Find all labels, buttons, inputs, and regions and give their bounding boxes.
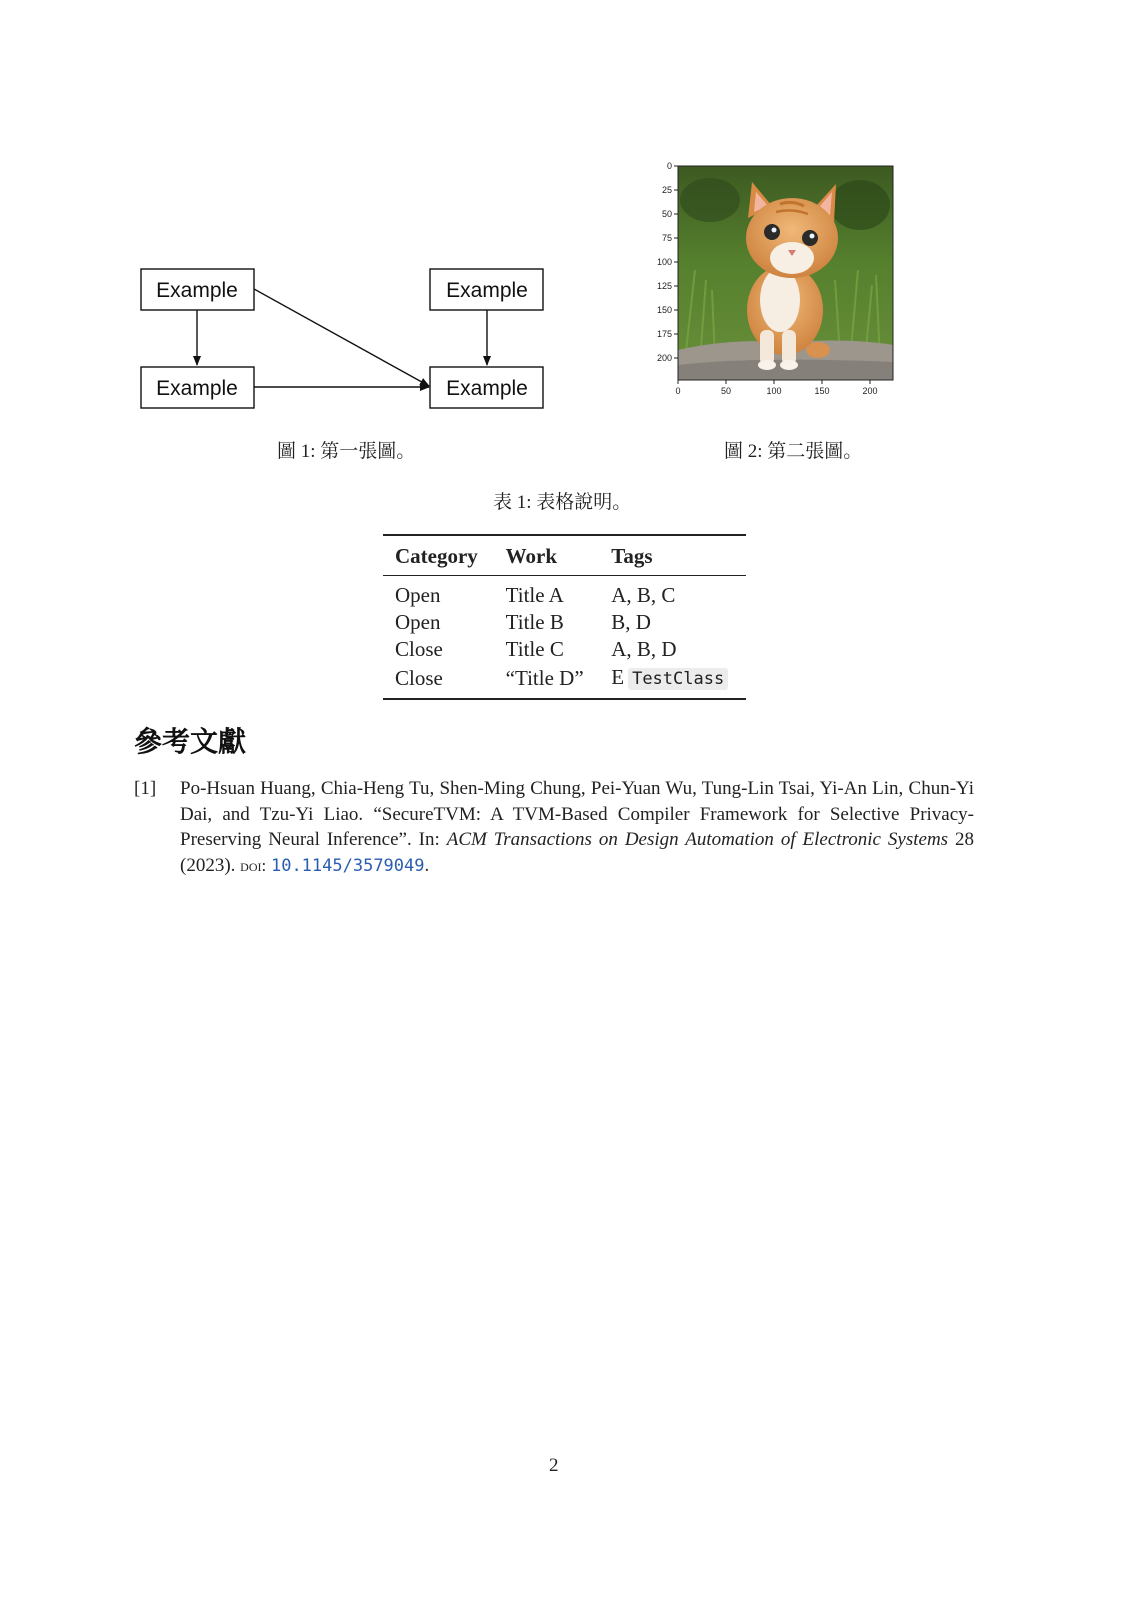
- node-label: Example: [446, 279, 528, 302]
- node-top-left: [141, 269, 254, 310]
- table-row: [383, 636, 746, 663]
- y-tick-label: 100: [656, 257, 672, 267]
- cell-tags: [599, 663, 746, 699]
- y-tick-label: 200: [656, 353, 672, 363]
- node-top-right: [430, 269, 543, 310]
- page-number: 2: [549, 1455, 559, 1476]
- cell-tags: [599, 576, 746, 610]
- cell-work: Title A: [505, 583, 564, 607]
- reference-tail: .: [424, 854, 430, 876]
- y-tick-label: 75: [661, 233, 672, 243]
- cell-category: Close: [395, 665, 443, 690]
- cell-category: Open: [395, 610, 441, 634]
- table-row: [383, 663, 746, 699]
- x-tick-label: 200: [862, 386, 878, 396]
- kitten-photo: [678, 166, 893, 380]
- tags-text: A, B, C: [611, 583, 676, 607]
- header-work: Work: [505, 543, 558, 568]
- y-tick-label: 25: [661, 185, 672, 195]
- table-container: [383, 534, 746, 700]
- reference-in-label: In:: [418, 829, 440, 850]
- kitten-image-plot: [640, 160, 910, 400]
- cell-work: “Title D”: [505, 665, 584, 690]
- references-heading: 參考文獻: [134, 727, 247, 758]
- y-axis: [657, 161, 678, 363]
- tags-text: B, D: [611, 610, 651, 634]
- x-tick-label: 100: [766, 386, 782, 396]
- cell-category: Open: [395, 583, 441, 607]
- reference-journal: ACM Transactions on Design Automation of Electronic Systems: [446, 829, 949, 850]
- doi-label: doi:: [240, 855, 267, 875]
- y-tick-label: 175: [656, 329, 672, 339]
- data-table: [383, 534, 746, 700]
- node-label: Example: [156, 279, 238, 302]
- x-axis: [675, 380, 877, 396]
- tags-text: A, B, D: [611, 637, 677, 661]
- table-row: [383, 609, 746, 636]
- reference-title: “SecureTVM: A TVM-Based Compiler Framework for Selective Privacy-Preserving Neural Inference”.: [180, 803, 975, 850]
- figure1-caption: 圖 1: 第一張圖。: [277, 441, 416, 462]
- reference-volume-year: 28 (2023).: [180, 829, 975, 876]
- diagram-figure: [140, 268, 550, 418]
- x-tick-label: 50: [720, 386, 732, 396]
- table-caption: 表 1: 表格說明。: [493, 492, 632, 513]
- node-bottom-left: [141, 367, 254, 408]
- reference-list: [134, 776, 974, 879]
- table-row: [383, 576, 746, 610]
- reference-authors: Po-Hsuan Huang, Chia-Heng Tu, Shen-Ming Chung, Pei-Yuan Wu, Tung-Lin Tsai, Yi-An Lin, Chun-Yi Dai, and Tzu-Yi Liao.: [180, 778, 974, 825]
- reference-text: [180, 776, 974, 879]
- reference-number: [1]: [134, 778, 157, 799]
- cell-category: Close: [395, 637, 443, 661]
- header-category: Category: [395, 543, 478, 568]
- y-tick-label: 0: [666, 161, 672, 171]
- flow-diagram: [140, 268, 550, 413]
- reference-item: [134, 776, 974, 879]
- edge-top-left-to-bottom-right: [254, 289, 429, 386]
- x-tick-label: 0: [675, 386, 681, 396]
- y-tick-label: 50: [661, 209, 672, 219]
- header-tags: Tags: [611, 543, 653, 568]
- cell-tags: [599, 636, 746, 663]
- node-label: Example: [446, 377, 528, 400]
- inline-code: TestClass: [628, 668, 728, 690]
- y-tick-label: 125: [656, 281, 672, 291]
- cell-tags: [599, 609, 746, 636]
- tags-text: E: [611, 664, 625, 689]
- cell-work: Title C: [505, 637, 564, 661]
- y-tick-label: 150: [656, 305, 672, 315]
- cell-work: Title B: [505, 610, 564, 634]
- doi-link[interactable]: 10.1145/3579049: [270, 855, 425, 876]
- x-tick-label: 150: [814, 386, 830, 396]
- figure2-caption: 圖 2: 第二張圖。: [724, 441, 863, 462]
- node-bottom-right: [430, 367, 543, 408]
- image-plot-figure: [640, 160, 910, 405]
- table-header-row: [383, 535, 746, 576]
- node-label: Example: [156, 377, 238, 400]
